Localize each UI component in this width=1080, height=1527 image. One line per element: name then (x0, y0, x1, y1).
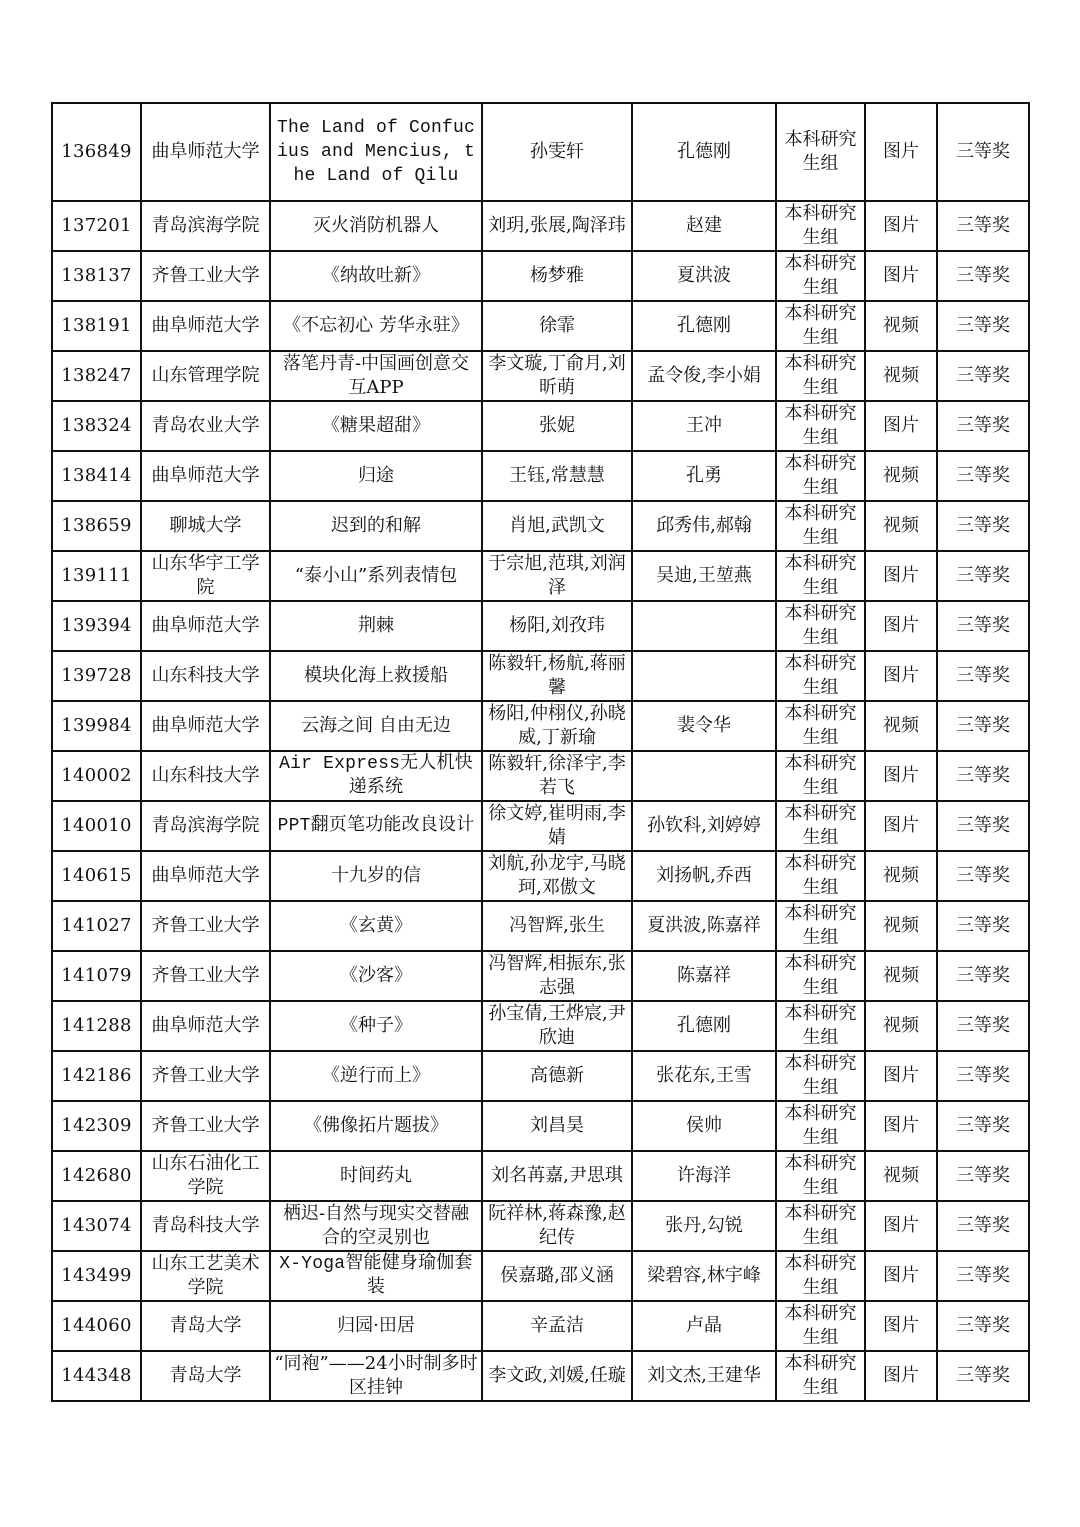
work-type-cell: 视频 (865, 451, 937, 501)
entry-id-cell: 144348 (52, 1351, 141, 1401)
entry-id-cell: 139728 (52, 651, 141, 701)
school-cell: 山东科技大学 (141, 651, 270, 701)
advisor-cell: 孔德刚 (632, 301, 776, 351)
school-cell: 齐鲁工业大学 (141, 1051, 270, 1101)
table-row (52, 201, 1029, 251)
school-cell: 曲阜师范大学 (141, 851, 270, 901)
group-cell: 本科研究生组 (776, 103, 865, 201)
work-type-cell: 图片 (865, 1201, 937, 1251)
entry-id-cell: 142186 (52, 1051, 141, 1101)
work-type-cell: 图片 (865, 651, 937, 701)
authors-cell: 杨阳,刘孜玮 (482, 601, 632, 651)
authors-cell: 刘名苒嘉,尹思琪 (482, 1151, 632, 1201)
table-row (52, 551, 1029, 601)
award-level-cell: 三等奖 (937, 501, 1029, 551)
table-row (52, 851, 1029, 901)
advisor-cell: 刘扬帆,乔西 (632, 851, 776, 901)
entry-id-cell: 143499 (52, 1251, 141, 1301)
award-level-cell: 三等奖 (937, 301, 1029, 351)
awards-table (51, 102, 1030, 1402)
group-cell: 本科研究生组 (776, 351, 865, 401)
authors-cell: 冯智辉,张生 (482, 901, 632, 951)
table-row (52, 1251, 1029, 1301)
table-row (52, 301, 1029, 351)
school-cell: 曲阜师范大学 (141, 301, 270, 351)
authors-cell: 陈毅轩,杨航,蒋丽馨 (482, 651, 632, 701)
school-cell: 青岛农业大学 (141, 401, 270, 451)
group-cell: 本科研究生组 (776, 1301, 865, 1351)
entry-id-cell: 142680 (52, 1151, 141, 1201)
authors-cell: 冯智辉,相振东,张志强 (482, 951, 632, 1001)
school-cell: 山东科技大学 (141, 751, 270, 801)
group-cell: 本科研究生组 (776, 1201, 865, 1251)
group-cell: 本科研究生组 (776, 801, 865, 851)
table-row (52, 103, 1029, 201)
work-title-cell: 栖迟-自然与现实交替融合的空灵别也 (270, 1201, 482, 1251)
table-row (52, 951, 1029, 1001)
group-cell: 本科研究生组 (776, 1351, 865, 1401)
award-level-cell: 三等奖 (937, 201, 1029, 251)
work-type-cell: 图片 (865, 601, 937, 651)
authors-cell: 高德新 (482, 1051, 632, 1101)
entry-id-cell: 138324 (52, 401, 141, 451)
work-type-cell: 视频 (865, 351, 937, 401)
authors-cell: 李文璇,丁俞月,刘昕萌 (482, 351, 632, 401)
table-row (52, 801, 1029, 851)
award-level-cell: 三等奖 (937, 351, 1029, 401)
advisor-cell (632, 651, 776, 701)
authors-cell: 刘昌昊 (482, 1101, 632, 1151)
school-cell: 青岛滨海学院 (141, 201, 270, 251)
work-type-cell: 视频 (865, 501, 937, 551)
school-cell: 青岛科技大学 (141, 1201, 270, 1251)
entry-id-cell: 138191 (52, 301, 141, 351)
advisor-cell: 孔德刚 (632, 103, 776, 201)
work-title-cell: 《逆行而上》 (270, 1051, 482, 1101)
entry-id-cell: 140002 (52, 751, 141, 801)
work-title-cell: 《沙客》 (270, 951, 482, 1001)
advisor-cell: 裴令华 (632, 701, 776, 751)
work-title-cell: The Land of Confucius and Mencius, the Land of Qilu (270, 103, 482, 201)
group-cell: 本科研究生组 (776, 751, 865, 801)
school-cell: 曲阜师范大学 (141, 1001, 270, 1051)
entry-id-cell: 140615 (52, 851, 141, 901)
award-level-cell: 三等奖 (937, 701, 1029, 751)
advisor-cell: 张花东,王雪 (632, 1051, 776, 1101)
entry-id-cell: 138247 (52, 351, 141, 401)
work-title-cell: 落笔丹青-中国画创意交互APP (270, 351, 482, 401)
advisor-cell: 王冲 (632, 401, 776, 451)
group-cell: 本科研究生组 (776, 1101, 865, 1151)
work-title-cell: 归途 (270, 451, 482, 501)
advisor-cell: 孟令俊,李小娟 (632, 351, 776, 401)
award-level-cell: 三等奖 (937, 1251, 1029, 1301)
group-cell: 本科研究生组 (776, 201, 865, 251)
work-title-cell: 归园·田居 (270, 1301, 482, 1351)
advisor-cell: 孔德刚 (632, 1001, 776, 1051)
work-type-cell: 图片 (865, 551, 937, 601)
entry-id-cell: 144060 (52, 1301, 141, 1351)
work-title-cell: 《糖果超甜》 (270, 401, 482, 451)
table-row (52, 251, 1029, 301)
authors-cell: 陈毅轩,徐泽宇,李若飞 (482, 751, 632, 801)
group-cell: 本科研究生组 (776, 301, 865, 351)
advisor-cell: 赵建 (632, 201, 776, 251)
authors-cell: 辛孟洁 (482, 1301, 632, 1351)
work-title-cell: 《佛像拓片题拔》 (270, 1101, 482, 1151)
school-cell: 曲阜师范大学 (141, 601, 270, 651)
advisor-cell: 夏洪波,陈嘉祥 (632, 901, 776, 951)
work-title-cell: “同袍”——24小时制多时区挂钟 (270, 1351, 482, 1401)
work-type-cell: 图片 (865, 1101, 937, 1151)
entry-id-cell: 139984 (52, 701, 141, 751)
table-row (52, 601, 1029, 651)
award-level-cell: 三等奖 (937, 1201, 1029, 1251)
school-cell: 齐鲁工业大学 (141, 951, 270, 1001)
group-cell: 本科研究生组 (776, 1001, 865, 1051)
work-type-cell: 视频 (865, 901, 937, 951)
group-cell: 本科研究生组 (776, 251, 865, 301)
work-type-cell: 视频 (865, 301, 937, 351)
advisor-cell: 张丹,勾锐 (632, 1201, 776, 1251)
school-cell: 曲阜师范大学 (141, 451, 270, 501)
award-level-cell: 三等奖 (937, 1351, 1029, 1401)
advisor-cell (632, 601, 776, 651)
award-level-cell: 三等奖 (937, 251, 1029, 301)
award-level-cell: 三等奖 (937, 1151, 1029, 1201)
award-level-cell: 三等奖 (937, 651, 1029, 701)
work-title-cell: 灭火消防机器人 (270, 201, 482, 251)
school-cell: 山东华宇工学院 (141, 551, 270, 601)
group-cell: 本科研究生组 (776, 501, 865, 551)
advisor-cell: 许海洋 (632, 1151, 776, 1201)
authors-cell: 孙宝倩,王烨宸,尹欣迪 (482, 1001, 632, 1051)
school-cell: 曲阜师范大学 (141, 701, 270, 751)
award-level-cell: 三等奖 (937, 551, 1029, 601)
entry-id-cell: 137201 (52, 201, 141, 251)
authors-cell: 杨阳,仲栩仪,孙晓威,丁新瑜 (482, 701, 632, 751)
work-type-cell: 视频 (865, 1151, 937, 1201)
table-row (52, 451, 1029, 501)
group-cell: 本科研究生组 (776, 651, 865, 701)
entry-id-cell: 138659 (52, 501, 141, 551)
authors-cell: 刘航,孙龙宇,马晓珂,邓傲文 (482, 851, 632, 901)
table-row (52, 401, 1029, 451)
work-type-cell: 图片 (865, 103, 937, 201)
group-cell: 本科研究生组 (776, 901, 865, 951)
award-level-cell: 三等奖 (937, 103, 1029, 201)
award-level-cell: 三等奖 (937, 901, 1029, 951)
work-type-cell: 视频 (865, 1001, 937, 1051)
group-cell: 本科研究生组 (776, 601, 865, 651)
work-title-cell: 《玄黄》 (270, 901, 482, 951)
work-title-cell: 《纳故吐新》 (270, 251, 482, 301)
advisor-cell: 邱秀伟,郝翰 (632, 501, 776, 551)
work-title-cell: X-Yoga智能健身瑜伽套装 (270, 1251, 482, 1301)
group-cell: 本科研究生组 (776, 551, 865, 601)
advisor-cell: 陈嘉祥 (632, 951, 776, 1001)
school-cell: 山东管理学院 (141, 351, 270, 401)
work-title-cell: 迟到的和解 (270, 501, 482, 551)
authors-cell: 张妮 (482, 401, 632, 451)
entry-id-cell: 136849 (52, 103, 141, 201)
table-row (52, 1351, 1029, 1401)
group-cell: 本科研究生组 (776, 401, 865, 451)
work-title-cell: 云海之间 自由无边 (270, 701, 482, 751)
entry-id-cell: 141288 (52, 1001, 141, 1051)
work-type-cell: 视频 (865, 701, 937, 751)
entry-id-cell: 139111 (52, 551, 141, 601)
entry-id-cell: 138414 (52, 451, 141, 501)
school-cell: 青岛滨海学院 (141, 801, 270, 851)
award-level-cell: 三等奖 (937, 1301, 1029, 1351)
entry-id-cell: 141027 (52, 901, 141, 951)
entry-id-cell: 139394 (52, 601, 141, 651)
award-level-cell: 三等奖 (937, 951, 1029, 1001)
award-level-cell: 三等奖 (937, 1101, 1029, 1151)
work-title-cell: “泰小山”系列表情包 (270, 551, 482, 601)
advisor-cell: 孔勇 (632, 451, 776, 501)
school-cell: 青岛大学 (141, 1301, 270, 1351)
work-type-cell: 图片 (865, 1051, 937, 1101)
authors-cell: 于宗旭,范琪,刘润泽 (482, 551, 632, 601)
work-type-cell: 图片 (865, 751, 937, 801)
group-cell: 本科研究生组 (776, 1251, 865, 1301)
authors-cell: 李文政,刘媛,任璇 (482, 1351, 632, 1401)
advisor-cell: 卢晶 (632, 1301, 776, 1351)
award-level-cell: 三等奖 (937, 1051, 1029, 1101)
award-level-cell: 三等奖 (937, 451, 1029, 501)
work-title-cell: 模块化海上救援船 (270, 651, 482, 701)
table-row (52, 751, 1029, 801)
authors-cell: 肖旭,武凯文 (482, 501, 632, 551)
table-row (52, 901, 1029, 951)
table-row (52, 701, 1029, 751)
entry-id-cell: 140010 (52, 801, 141, 851)
table-row (52, 1201, 1029, 1251)
school-cell: 齐鲁工业大学 (141, 1101, 270, 1151)
school-cell: 青岛大学 (141, 1351, 270, 1401)
school-cell: 齐鲁工业大学 (141, 251, 270, 301)
authors-cell: 阮祥林,蒋森豫,赵纪传 (482, 1201, 632, 1251)
authors-cell: 侯嘉璐,邵义涵 (482, 1251, 632, 1301)
award-level-cell: 三等奖 (937, 801, 1029, 851)
group-cell: 本科研究生组 (776, 1051, 865, 1101)
award-rows (52, 103, 1029, 1401)
work-title-cell: Air Express无人机快递系统 (270, 751, 482, 801)
table-row (52, 351, 1029, 401)
work-title-cell: 《不忘初心 芳华永驻》 (270, 301, 482, 351)
award-level-cell: 三等奖 (937, 851, 1029, 901)
group-cell: 本科研究生组 (776, 951, 865, 1001)
work-type-cell: 图片 (865, 1251, 937, 1301)
work-type-cell: 图片 (865, 401, 937, 451)
table-row (52, 1051, 1029, 1101)
work-title-cell: PPT翻页笔功能改良设计 (270, 801, 482, 851)
authors-cell: 徐霏 (482, 301, 632, 351)
table-row (52, 1101, 1029, 1151)
table-row (52, 1301, 1029, 1351)
work-type-cell: 图片 (865, 1301, 937, 1351)
work-type-cell: 图片 (865, 201, 937, 251)
work-type-cell: 视频 (865, 851, 937, 901)
school-cell: 齐鲁工业大学 (141, 901, 270, 951)
advisor-cell: 刘文杰,王建华 (632, 1351, 776, 1401)
advisor-cell: 孙钦科,刘婷婷 (632, 801, 776, 851)
group-cell: 本科研究生组 (776, 851, 865, 901)
award-level-cell: 三等奖 (937, 751, 1029, 801)
advisor-cell: 吴迪,王堃燕 (632, 551, 776, 601)
award-level-cell: 三等奖 (937, 401, 1029, 451)
work-title-cell: 荆棘 (270, 601, 482, 651)
award-level-cell: 三等奖 (937, 1001, 1029, 1051)
work-type-cell: 图片 (865, 251, 937, 301)
work-type-cell: 图片 (865, 1351, 937, 1401)
group-cell: 本科研究生组 (776, 451, 865, 501)
award-level-cell: 三等奖 (937, 601, 1029, 651)
advisor-cell: 梁碧容,林宇峰 (632, 1251, 776, 1301)
work-type-cell: 图片 (865, 801, 937, 851)
group-cell: 本科研究生组 (776, 701, 865, 751)
authors-cell: 刘玥,张展,陶泽玮 (482, 201, 632, 251)
advisor-cell: 夏洪波 (632, 251, 776, 301)
authors-cell: 杨梦雅 (482, 251, 632, 301)
school-cell: 曲阜师范大学 (141, 103, 270, 201)
work-type-cell: 视频 (865, 951, 937, 1001)
entry-id-cell: 142309 (52, 1101, 141, 1151)
school-cell: 聊城大学 (141, 501, 270, 551)
entry-id-cell: 138137 (52, 251, 141, 301)
work-title-cell: 《种子》 (270, 1001, 482, 1051)
authors-cell: 徐文婷,崔明雨,李婧 (482, 801, 632, 851)
entry-id-cell: 141079 (52, 951, 141, 1001)
authors-cell: 王钰,常慧慧 (482, 451, 632, 501)
school-cell: 山东石油化工学院 (141, 1151, 270, 1201)
entry-id-cell: 143074 (52, 1201, 141, 1251)
authors-cell: 孙雯轩 (482, 103, 632, 201)
table-row (52, 501, 1029, 551)
table-row (52, 1001, 1029, 1051)
school-cell: 山东工艺美术学院 (141, 1251, 270, 1301)
work-title-cell: 十九岁的信 (270, 851, 482, 901)
work-title-cell: 时间药丸 (270, 1151, 482, 1201)
advisor-cell (632, 751, 776, 801)
advisor-cell: 侯帅 (632, 1101, 776, 1151)
table-row (52, 651, 1029, 701)
group-cell: 本科研究生组 (776, 1151, 865, 1201)
table-row (52, 1151, 1029, 1201)
